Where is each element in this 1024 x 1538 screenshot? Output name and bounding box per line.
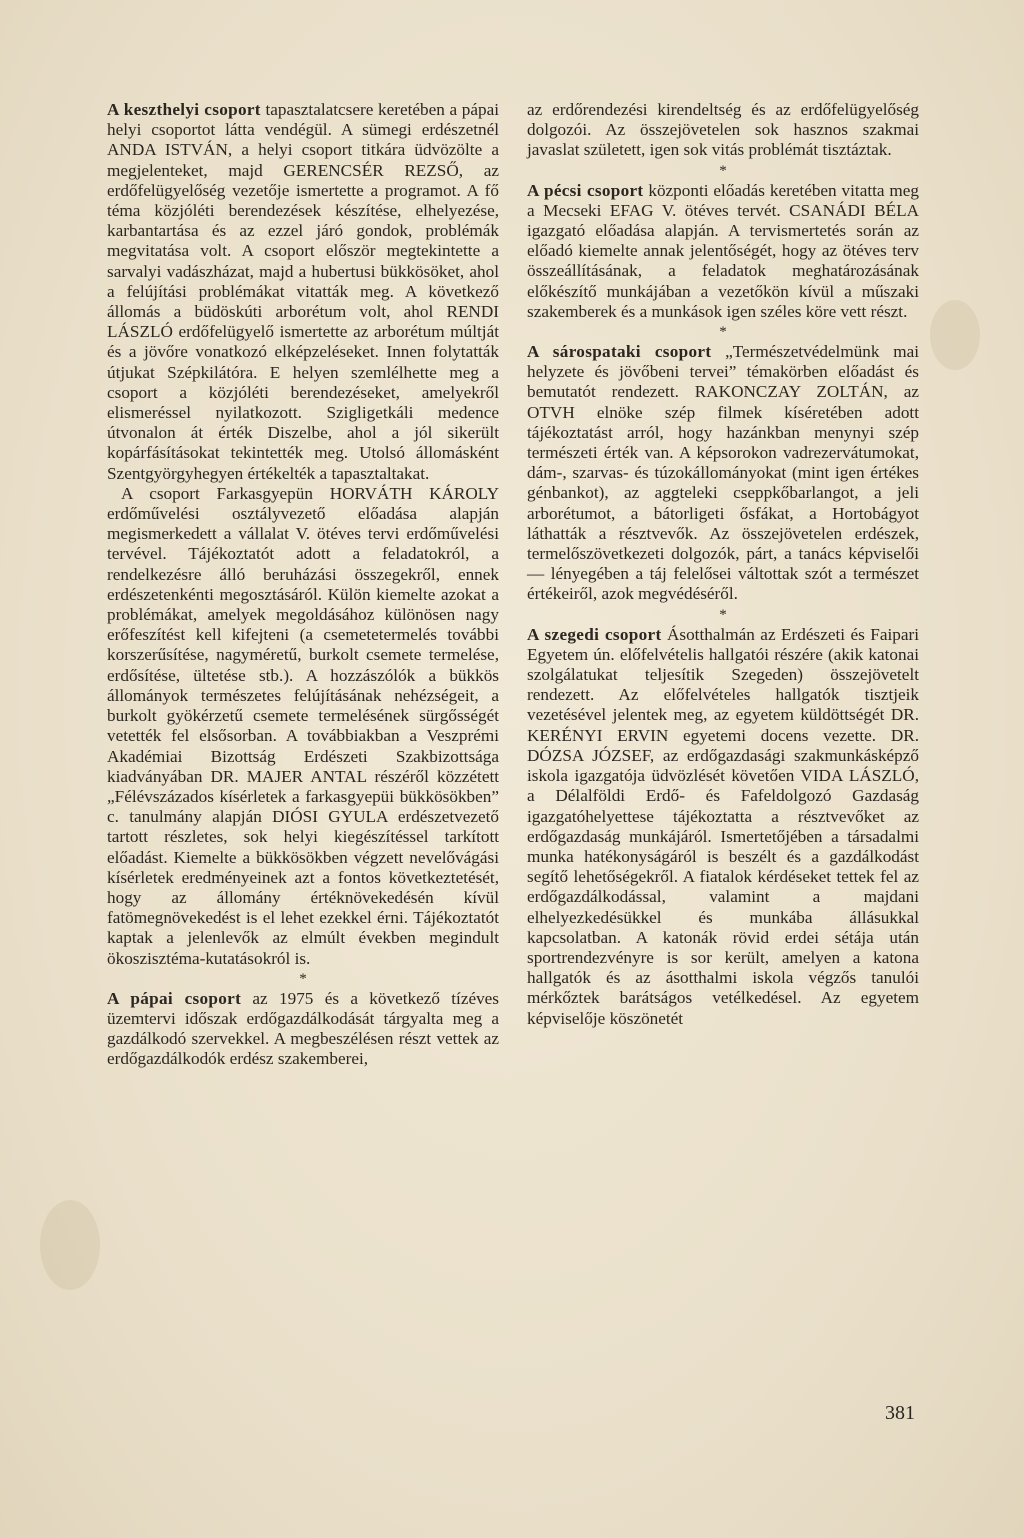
section-lead: A sárospataki csoport <box>527 342 712 362</box>
article-keszthely-continued <box>107 484 499 969</box>
paragraph-text: központi előadás keretében vitatta meg a Mecseki EFAG V. ötéves tervét. CSANÁDI BÉLA igazgató előadása alapján. A tervismertetés során az előadó kiemelte annak jelentőségét, hogy az ötéves terv összeállításának, a feladatok meghatározásának előkészítő munkájában a vezetőkön kívül a műszaki szakemberek és a munkások igen széles köre vett részt. <box>527 180 919 321</box>
section-divider-star: * <box>719 324 727 341</box>
left-column <box>107 100 499 1070</box>
article-szeged <box>527 625 919 1029</box>
section-lead: A pécsi csoport <box>527 180 644 200</box>
article-pecs <box>527 181 919 322</box>
page-number: 381 <box>885 1402 915 1424</box>
paper-stain <box>40 1200 100 1290</box>
section-divider-star: * <box>719 606 727 623</box>
article-papa <box>107 989 499 1070</box>
right-column <box>527 100 919 1029</box>
paragraph-text: „Természetvédelmünk mai helyzete és jövőbeni tervei” témakörben előadást és bemutatót rendezett. RAKONCZAY ZOLTÁN, az OTVH elnöke szép filmek kíséretében adott tájékoztatást arról, hogy hazánkban menynyi szép természeti érték van. A képsorokon vadrezervátumokat, dám-, szarvas- és túzokállományokat (mint igen értékes génbankot), az aggteleki cseppkőbarlangot, a jeli arborétumot, a bátorligeti ősfákat, a Hortobágyot láthatták a résztvevők. Az összejövetelen erdészek, termelőszövetkezeti dolgozók, párt, a tanács képviselői — lényegében a táj felelősei váltottak szót a természet értékeiről, azok megvédéséről. <box>527 342 919 604</box>
paragraph-text: A csoport Farkasgyepün HORVÁTH KÁROLY erdőművelési osztályvezető előadása alapján megismerkedett a vállalat V. ötéves tervi erdőművelési tervével. Tájékoztatót adott a feladatokról, a rendelkezésre álló beruházási összegekről, ennek erdészetenkénti megosztásáról. Külön kiemelte azokat a problémákat, amelyek megoldásához különösen nagy erőfeszítést kell kifejteni (a csemetetermelés további korszerűsítése, nagyméretű, burkolt csemete termelése, erdősítése, ültetése stb.). A hozzászólók a bükkös állományok természetes felújításának nehézségeit, a burkolt gyökérzetű csemete termelésének sürgősségét vetették fel elsősorban. A továbbiakban a Veszprémi Akadémiai Bizottság Erdészeti Szakbizottsága kiadványában DR. MAJER ANTAL részéről közzétett „Félévszázados kísérletek a farkasgyepüi bükkösökben” c. tanulmány alapján DIÓSI GYULA erdészetvezető tartott részletes, sok helyi kiegészítéssel tarkított előadást. Kiemelte a bükkösökben végzett nevelővágási kísérletek eredményeinek azt a fontos következtetését, hogy az állomány értéknövekedésén kívül fatömegnövekedést is el lehet ezekkel érni. Tájékoztatót kaptak a jelenlevők az elmúlt években megindult ökoszisztéma-kutatásokról is. <box>107 483 499 968</box>
section-lead: A szegedi csoport <box>527 624 662 644</box>
paragraph-text: tapasztalatcsere keretében a pápai helyi csoportot látta vendégül. A sümegi erdészetnél ANDA ISTVÁN, a helyi csoport titkára üdvözölte a megjelenteket, majd GERENCSÉR REZSŐ, az erdőfelügyelőség vezetője ismertette a programot. A fő téma közjóléti berendezések készítése, elhelyezése, karbantartása és az ezzel járó gondok, problémák megvitatása volt. A csoport először megtekintette a sarvalyi vadászházat, majd a hubertusi bükkösöket, ahol a felújítási problémákat vitatták meg. A következő állomás a büdöskúti arborétum volt, ahol RENDI LÁSZLÓ erdőfelügyelő ismertette az arborétum múltját és a jövőre vonatkozó elképzeléseket. Innen folytatták útjukat Szépkilátóra. E helyen szemlélhette meg a csoport a közjóléti berendezéseket, amelyekről elismeréssel nyilatkozott. Szigligetkáli medence útvonalon át érték Diszelbe, ahol a jól sikerült kopárfásításokat tekintették meg. Utolsó állomásként Szentgyörgyhegyen értékelték a tapasztaltakat. <box>107 100 499 483</box>
paragraph-text: az erdőrendezési kirendeltség és az erdőfelügyelőség dolgozói. Az összejövetelen sok hasznos szakmai javaslat született, igen sok vitás problémát tisztáztak. <box>527 100 919 160</box>
article-sarospatak <box>527 342 919 605</box>
paper-stain <box>930 300 980 370</box>
paragraph-text: Ásotthalmán az Erdészeti és Faipari Egyetem ún. előfelvételis hallgatói részére (akik katonai szolgálatukat teljesítik Szegeden) összejövetelt rendezett. Az előfelvételes hallgatók tisztjeik vezetésével jelentek meg, az egyetem küldöttségét DR. KERÉNYI ERVIN egyetemi docens vezette. DR. DÓZSA JÓZSEF, az erdőgazdasági szakmunkásképző iskola igazgatója üdvözlését követően VIDA LÁSZLÓ, a Délalföldi Erdő- és Fafeldolgozó Gazdaság igazgatóhelyettese tájékoztatta a résztvevőket az erdőgazdaság munkájáról. Ismertetőjében a társadalmi munka hatékonyságáról is beszélt és a gazdálkodást segítő lehetőségekről. A fiatalok kérdéseket tettek fel az erdőgazdálkodással, valamint a majdani elhelyezkedésükkel és munkába állásukkal kapcsolatban. A katonák rövid erdei sétája után sportrendezvényre is sor került, amelyen a katona hallgatók és az ásotthalmi iskola végzős tanulói mérkőztek barátságos vetélkedésel. Az egyetem képviselője köszönetét <box>527 624 919 1028</box>
paragraph-text: az 1975 és a következő tízéves üzemtervi időszak erdőgazdálkodását tárgyalta meg a gazdálkodó szervekkel. A megbeszélésen részt vettek az erdőgazdálkodók erdész szakemberei, <box>107 988 499 1069</box>
article-keszthely <box>107 100 499 484</box>
section-divider-star: * <box>719 162 727 179</box>
article-papa-continued <box>527 100 919 161</box>
section-lead: A pápai csoport <box>107 988 242 1008</box>
section-divider-star: * <box>299 970 307 987</box>
section-lead: A keszthelyi csoport <box>107 100 261 119</box>
